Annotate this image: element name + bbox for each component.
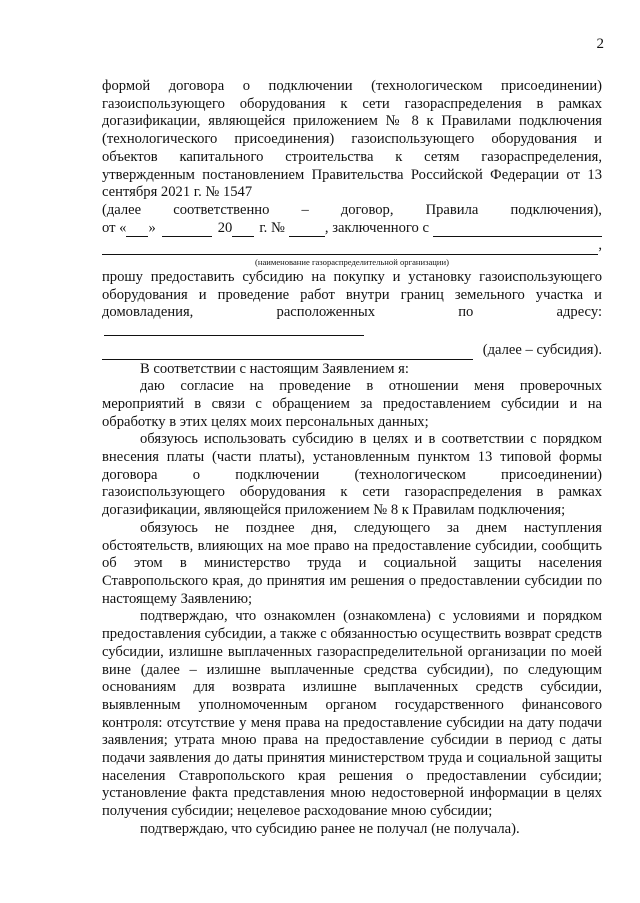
date-close-label: » xyxy=(148,219,156,236)
number-label: г. № xyxy=(259,219,285,236)
year-field[interactable] xyxy=(232,223,254,237)
statement-item-2: обязуюсь использовать субсидию в целях и в соответствии с порядком внесения платы (части платы), установленным пунктом 13 типовой формы договора о подключении (технологическом присоединении) газоиспользующего оборудования к сети газораспределения в рамках догазификации, являющейся приложением № 8 к Правилам подключения; xyxy=(102,431,602,519)
document-body xyxy=(102,78,602,839)
request-text: прошу предоставить субсидию на покупку и установку газоиспользующего оборудования и проведение работ внутри границ земельного участка и домовладения, расположенных по адресу: xyxy=(102,269,602,321)
subsidy-suffix: (далее – субсидия). xyxy=(482,341,602,358)
intro-paragraph-1: формой договора о подключении (технологическом присоединении) газоиспользующего оборудования к сети газораспределения в рамках догазификации, являющейся приложением № 8 к Правилами подключения (технологического присоединения) газоиспользующего оборудования и объектов капитального строительства к сетям газораспределения, утвержденным постановлением Правительства Российской Федерации от 13 сентября 2021 г. № 1547 xyxy=(102,78,602,201)
address-line xyxy=(102,342,602,360)
organization-field-start[interactable] xyxy=(433,223,602,237)
word: договор, xyxy=(340,201,394,218)
word: соответственно xyxy=(173,201,270,218)
year-prefix-label: 20 xyxy=(217,219,233,236)
statement-item-5: подтверждаю, что субсидию ранее не получал (не получала). xyxy=(140,820,520,837)
contract-date-line xyxy=(102,220,602,238)
organization-field[interactable] xyxy=(102,241,598,255)
intro-paragraph-1-last-line xyxy=(102,202,602,220)
organization-line xyxy=(102,237,602,255)
statement-item-1: даю согласие на проведение в отношении меня проверочных мероприятий в связи с обращением за предоставлением субсидии и на обработку в этих целях моих персональных данных; xyxy=(102,378,602,430)
word: (далее xyxy=(102,201,142,218)
word: – xyxy=(301,201,309,218)
day-field[interactable] xyxy=(126,223,148,237)
statement-heading: В соответствии с настоящим Заявлением я: xyxy=(140,360,409,377)
word: Правила xyxy=(425,201,479,218)
statement-item-4: подтверждаю, что ознакомлен (ознакомлена) с условиями и порядком предоставления субсидии, а также с обязанностью осуществить возврат средств субсидии, излишне выплаченных газораспределительной организации по моей вине (далее – излишне выплаченные средства субсидии), по следующим основаниям для возврата излишне выплаченных средств субсидии, выявленным уполномоченным органом государственного финансового контроля: отсутствие у меня права на предоставление субсидии на дату подачи заявления; утрата мною права на предоставление субсидии в период с даты подачи заявления до даты принятия министерством труда и социальной защиты населения Ставропольского края решения о предоставлении субсидии; установление факта представления мною недостоверной информации в целях получения субсидии; нецелевое расходование мною субсидии; xyxy=(102,608,602,820)
month-field[interactable] xyxy=(162,223,212,237)
concluded-with-label: , заключенного с xyxy=(324,219,429,236)
date-from-label: от « xyxy=(102,219,127,236)
contract-number-field[interactable] xyxy=(289,223,325,237)
address-field[interactable] xyxy=(102,346,473,360)
organization-caption: (наименование газораспределительной организации) xyxy=(255,257,449,268)
statement-item-3: обязуюсь не позднее дня, следующего за днем наступления обстоятельств, влияющих на мое право на предоставление субсидии, сообщить об этом в министерство труда и социальной защиты населения Ставропольского края, до принятия им решения о предоставлении субсидии по настоящему Заявлению; xyxy=(102,519,602,607)
page-number: 2 xyxy=(596,36,604,52)
request-paragraph xyxy=(102,269,602,342)
organization-line-end: , xyxy=(598,237,602,254)
address-field-start[interactable] xyxy=(104,322,364,336)
word: подключения), xyxy=(510,201,602,218)
